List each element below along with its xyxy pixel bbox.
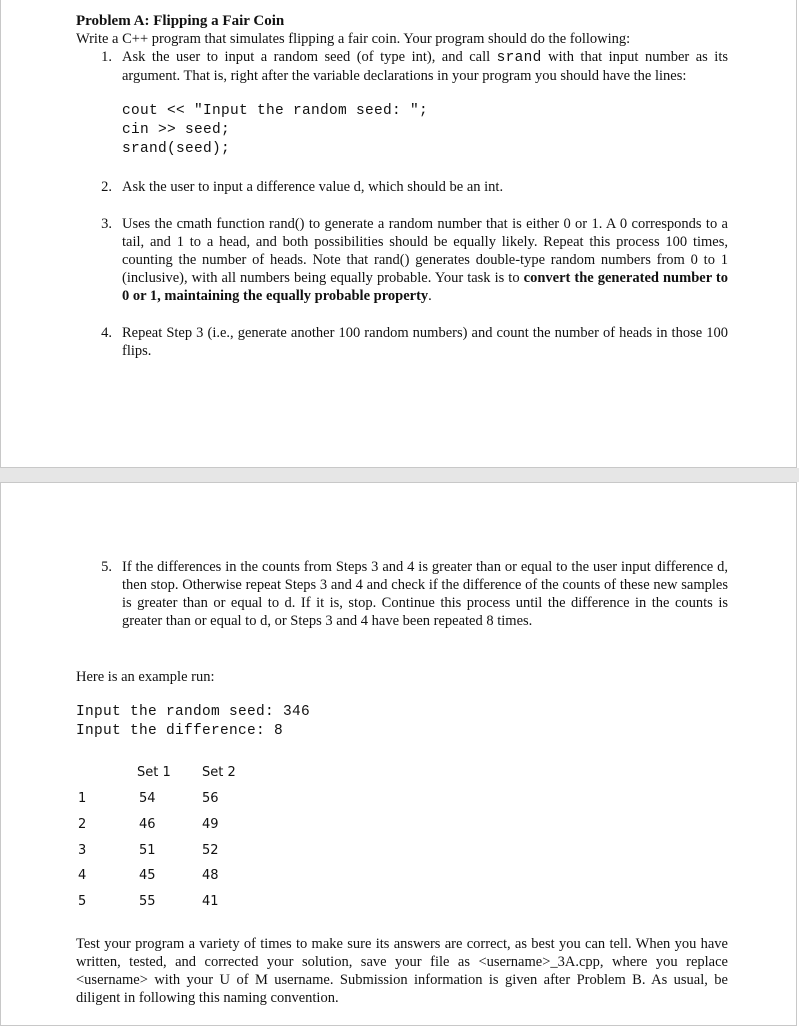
example-heading: Here is an example run: xyxy=(76,669,215,685)
table-cell-set-1: 54 xyxy=(139,791,156,806)
step-1-code-block xyxy=(122,102,428,159)
table-row-number: 3 xyxy=(78,843,87,858)
table-row-number: 4 xyxy=(78,868,87,883)
table-cell-set-2: 41 xyxy=(202,894,219,909)
step-2-text: Ask the user to input a difference value d, which should be an int. xyxy=(122,179,504,195)
table-row-number: 1 xyxy=(78,791,87,806)
problem-title: Problem A: Flipping a Fair Coin xyxy=(76,13,285,29)
step-3-number: 3. xyxy=(101,216,112,232)
table-cell-set-1: 45 xyxy=(139,868,156,883)
code-line: srand(seed); xyxy=(122,141,231,157)
step-4-text: Repeat Step 3 (i.e., generate another 100 random numbers) and count the number of heads in those 100 flips. xyxy=(122,325,728,359)
output-line: Input the difference: 8 xyxy=(76,723,284,739)
step-5-text: If the differences in the counts from Steps 3 and 4 is greater than or equal to the user input difference d, then stop. Otherwise repeat Steps 3 and 4 and check if the difference of the counts of these new samples is greater than or equal to d. If it is, stop. Continue this process until the difference in the counts is greater than or equal to d, or Steps 3 and 4 have been repeated 8 times. xyxy=(122,559,728,629)
table-header-set-2: Set 2 xyxy=(202,765,236,780)
table-cell-set-2: 49 xyxy=(202,817,219,832)
step-5-number: 5. xyxy=(101,559,112,575)
table-header-set-1: Set 1 xyxy=(137,765,171,780)
table-row-number: 2 xyxy=(78,817,87,832)
table-cell-set-2: 56 xyxy=(202,791,219,806)
closing-paragraph: Test your program a variety of times to make sure its answers are correct, as best you can tell. When you have written, tested, and corrected your solution, save your file as <username>_3A.cpp, where you replace <username> with your U of M username. Submission information is given after Problem B. As usual, be diligent in following this naming convention. xyxy=(76,936,728,1006)
code-line: cout << "Input the random seed: "; xyxy=(122,103,429,119)
table-row-number: 5 xyxy=(78,894,87,909)
page-gap xyxy=(0,468,799,482)
step-3-text: Uses the cmath function rand() to generate a random number that is either 0 or 1. A 0 corresponds to a tail, and 1 to a head, and both possibilities should be equally likely. Repeat this process 100 times, counting the number of heads. Note that rand() generates double-type random numbers from 0 to 1 (inclusive), with all numbers being equally probable. Your task is to convert the generated number to 0 or 1, maintaining the equally probable property. xyxy=(122,216,728,304)
example-output xyxy=(76,703,310,741)
table-cell-set-2: 52 xyxy=(202,843,219,858)
step-2-number: 2. xyxy=(101,179,112,195)
output-line: Input the random seed: 346 xyxy=(76,704,311,720)
table-cell-set-2: 48 xyxy=(202,868,219,883)
srand-code-word: srand xyxy=(496,50,542,66)
step-3-bold-text: convert the generated number to 0 or 1, maintaining the equally probable property xyxy=(122,270,728,304)
code-line: cin >> seed; xyxy=(122,122,231,138)
step-4-number: 4. xyxy=(101,325,112,341)
step-1-number: 1. xyxy=(101,49,112,65)
table-cell-set-1: 51 xyxy=(139,843,156,858)
problem-intro: Write a C++ program that simulates flipping a fair coin. Your program should do the following: xyxy=(76,31,631,47)
table-cell-set-1: 46 xyxy=(139,817,156,832)
step-1-text: Ask the user to input a random seed (of type int), and call srand with that input number as its argument. That is, right after the variable declarations in your program you should have the lines: xyxy=(122,49,728,84)
table-cell-set-1: 55 xyxy=(139,894,156,909)
